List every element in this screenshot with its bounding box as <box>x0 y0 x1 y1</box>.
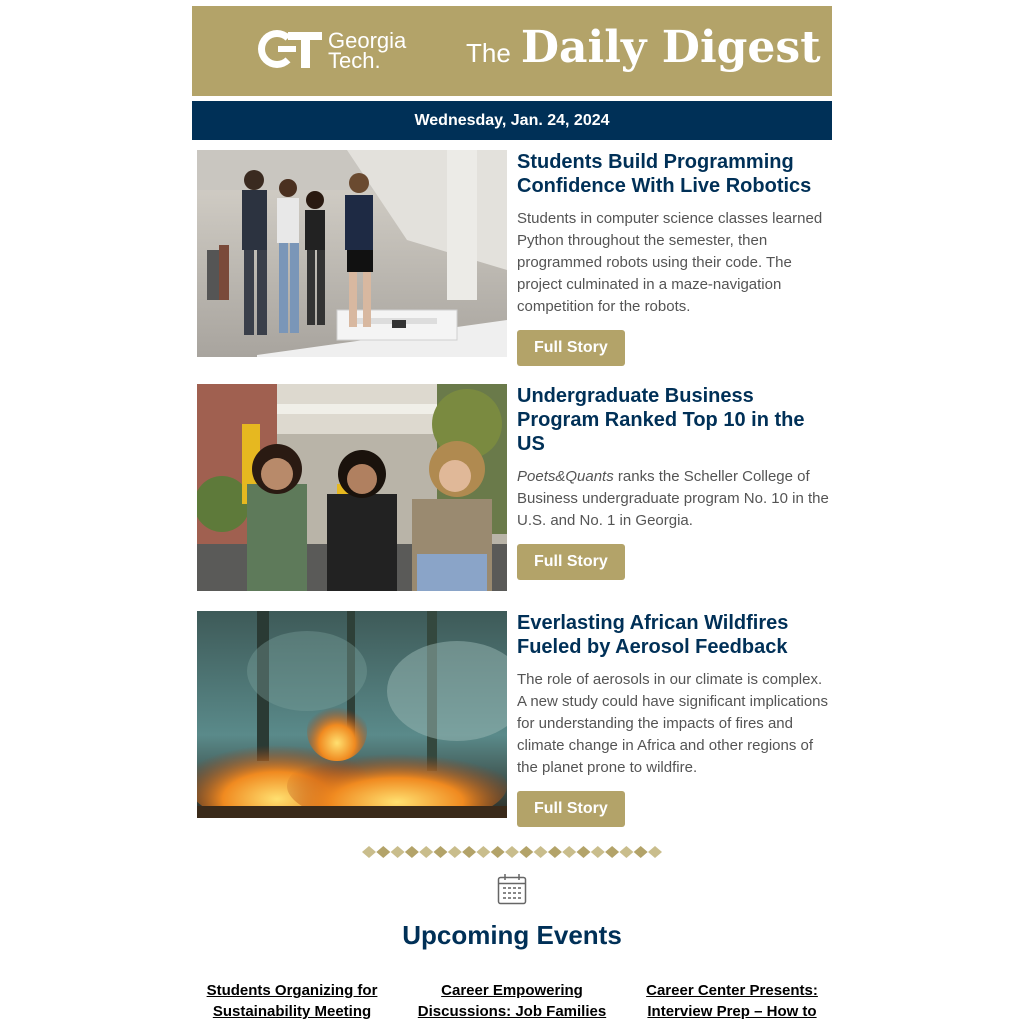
divider-diamond <box>605 846 619 858</box>
event-link[interactable]: Students Organizing for Sustainability Meeting <box>206 982 378 1020</box>
issue-date: Wednesday, Jan. 24, 2024 <box>414 111 610 129</box>
gt-monogram-icon <box>258 30 322 72</box>
divider-diamond <box>548 846 562 858</box>
divider-diamond <box>591 846 605 858</box>
story-summary: Students in computer science classes learned Python throughout the semester, then programmed robots using their code. The project culminated in a maze-navigation competition for the robots. <box>517 210 823 315</box>
divider-diamond <box>619 846 633 858</box>
logo-wordmark: Georgia Tech. <box>328 28 407 73</box>
divider-diamond <box>648 846 662 858</box>
full-story-button[interactable]: Full Story <box>517 544 625 580</box>
divider-diamond <box>534 846 548 858</box>
title-prefix: The <box>466 38 511 68</box>
title-main: Daily Digest <box>520 22 821 73</box>
newsletter <box>192 6 832 140</box>
story-body <box>517 611 832 827</box>
event-link[interactable]: Career Empowering Discussions: Job Families <box>417 982 607 1020</box>
full-story-button[interactable]: Full Story <box>517 330 625 366</box>
date-bar <box>192 101 832 140</box>
divider-diamond <box>562 846 576 858</box>
story-image-robotics[interactable] <box>197 150 507 357</box>
story-headline[interactable]: Everlasting African Wildfires Fueled by Aerosol Feedback <box>517 612 789 658</box>
divider-diamond <box>634 846 648 858</box>
divider-diamond <box>491 846 505 858</box>
story-headline[interactable]: Undergraduate Business Program Ranked Top 10 in the US <box>517 385 805 455</box>
event-link[interactable]: Career Center Presents: Interview Prep – How to <box>646 982 818 1020</box>
divider-diamond <box>519 846 533 858</box>
divider-diamond <box>405 846 419 858</box>
divider-diamond <box>376 846 390 858</box>
story-summary: The role of aerosols in our climate is complex. A new study could have significant implications for understanding the impacts of fires and climate change in Africa and other regions of the planet prone to wildfire. <box>517 671 829 776</box>
story-headline[interactable]: Students Build Programming Confidence With Live Robotics <box>517 151 812 197</box>
diamond-divider <box>362 845 662 859</box>
upcoming-events-heading: Upcoming Events <box>402 920 622 950</box>
publication-name: Poets&Quants <box>517 468 614 485</box>
story-body <box>517 150 832 366</box>
calendar-icon <box>497 873 527 905</box>
story-image-business[interactable] <box>197 384 507 591</box>
masthead-header <box>192 6 832 96</box>
newsletter-title <box>466 22 821 73</box>
divider-diamond <box>391 846 405 858</box>
divider-diamond <box>476 846 490 858</box>
full-story-button[interactable]: Full Story <box>517 791 625 827</box>
divider-diamond <box>362 846 376 858</box>
story-body <box>517 384 832 580</box>
divider-diamond <box>419 846 433 858</box>
story-image-wildfire[interactable] <box>197 611 507 818</box>
divider-diamond <box>434 846 448 858</box>
divider-diamond <box>448 846 462 858</box>
georgia-tech-logo[interactable] <box>258 30 406 72</box>
divider-diamond <box>505 846 519 858</box>
story-summary: Poets&Quants ranks the Scheller College of Business undergraduate program No. 10 in the U.S. and No. 1 in Georgia. <box>517 468 829 529</box>
divider-diamond <box>462 846 476 858</box>
divider-diamond <box>577 846 591 858</box>
events-list <box>192 980 832 1022</box>
